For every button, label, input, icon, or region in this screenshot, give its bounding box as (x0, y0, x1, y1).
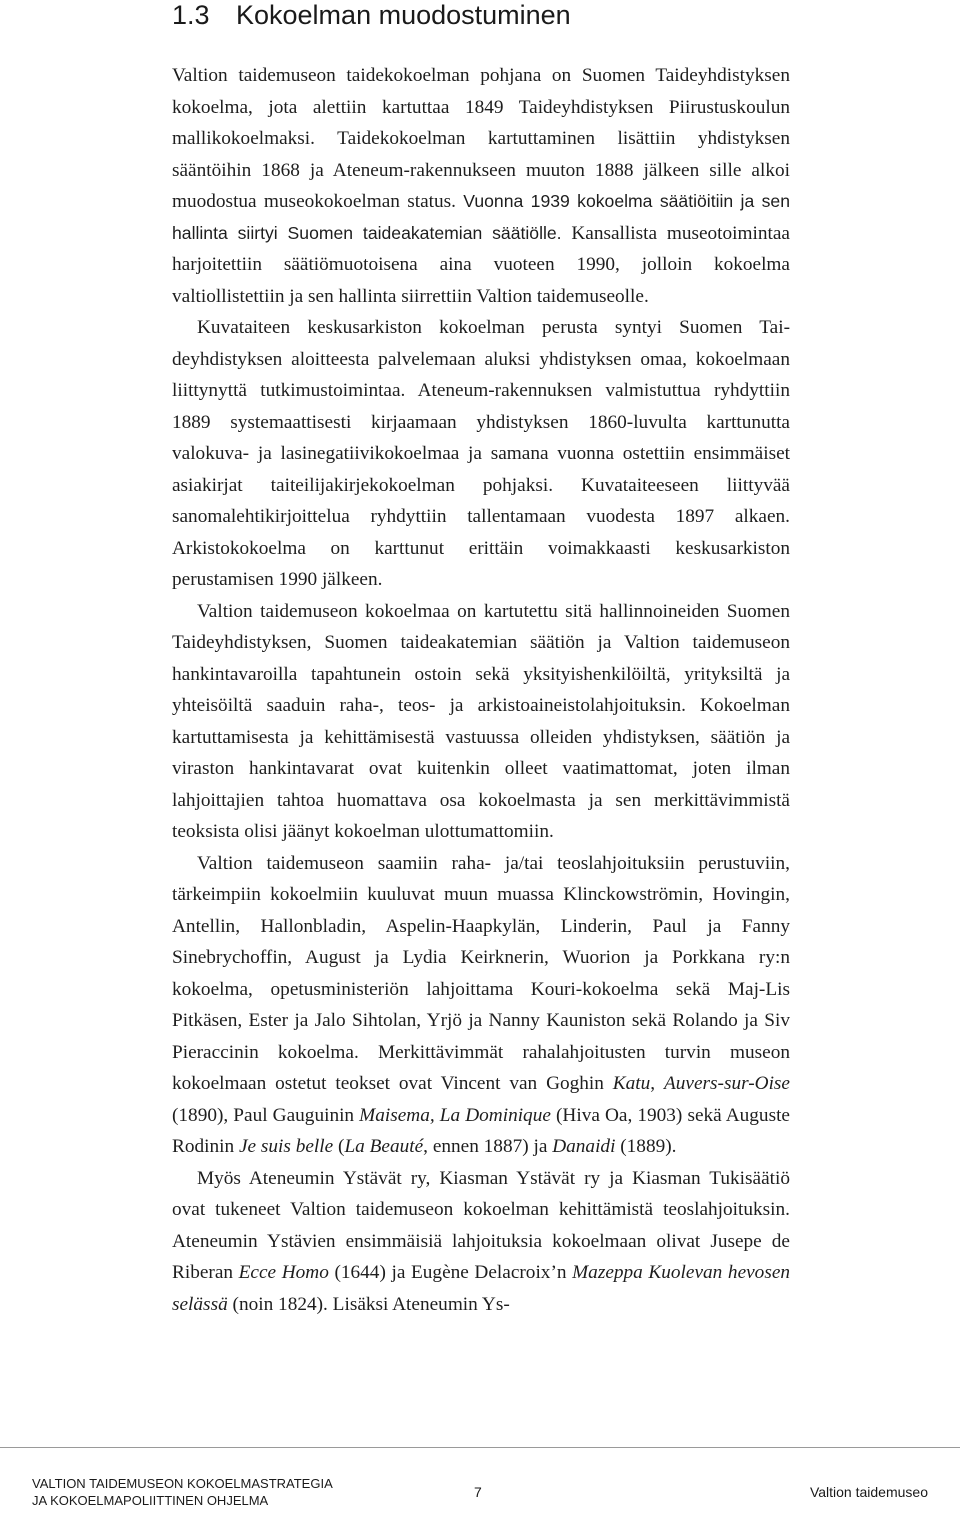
italic-text-run: Danaidi (552, 1136, 616, 1157)
italic-text-run: Auvers-sur-Oise (664, 1073, 790, 1094)
footer-publisher: Valtion taidemuseo (809, 1484, 928, 1500)
paragraph (172, 596, 790, 848)
italic-text-run: Maisema, La Dominique (359, 1104, 551, 1126)
page-number: 7 (474, 1484, 482, 1500)
text-run: , ennen 1887) ja (423, 1136, 553, 1157)
italic-text-run: Je suis belle (238, 1136, 334, 1157)
paragraph (172, 60, 790, 312)
text-run: (Hiva Oa, 1903) sekä Auguste Rodinin (172, 1104, 790, 1157)
italic-text-run: La Beauté (344, 1136, 424, 1157)
text-run: Myös Ateneumin Ystävät ry, Kiasman Ystävät ry ja Kiasman Tukisäätiö ovat tukeneet Valtion taidemuseon kokoelman kehittämistä teoslahjoituksin. Ateneumin Ystävien ensimmäisiä lahjoituksia kokoelmaan olivat Jusepe de Riberan (172, 1167, 790, 1283)
footer-title-line: JA KOKOELMAPOLIITTINEN OHJELMA (32, 1493, 269, 1508)
text-run: , (650, 1073, 664, 1094)
text-run: Valtion taidemuseon taidekokoelman pohjana on Suomen Taideyhdistyksen kokoelma, jota alettiin kartuttaa 1849 Taideyhdistyksen Piirustuskoulun mallikokoelmaksi. Taidekokoelman kartuttaminen lisättiin yhdistyksen sääntöihin 1868 ja Ateneum-rakennukseen muuton 1888 jälkeen sille alkoi muodostua museokokoelman status. (172, 65, 790, 212)
footer-divider (0, 1447, 960, 1448)
text-run: Kuvataiteen keskusarkiston kokoelman perusta syntyi Suomen Taideyhdistyksen aloitteesta palvelemaan aluksi yhdistyksen omaa, kokoelmaan liittynyttä tutkimustoimintaa. Ateneum-rakennuksen valmistuttua ryhdyttiin 1889 systemaattisesti kirjaamaan yhdistyksen 1860-luvulta karttunutta valokuva- ja lasinegatiivikokoelmaa ja samana vuonna ostettiin ensimmäiset asiakirjat taiteilijakirjekokoelman pohjaksi. Kuvataiteeseen liittyvää sanomalehtikirjoittelua ryhdyttiin tallentamaan vuodesta 1897 alkaen. Arkistokokoelma on karttunut erittäin voimakkaasti keskusarkiston perustamisen 1990 jälkeen. (172, 317, 790, 590)
paragraph (172, 1163, 790, 1321)
text-run: Valtion taidemuseon kokoelmaa on kartutettu sitä hallinnoineiden Suomen Taideyhdistyksen, Suomen taideakatemian säätiön ja Valtion taidemuseon hankintavaroilla tapahtunein ostoin sekä yksityishenkilöiltä, yrityksiltä ja yhteisöiltä saaduin raha-, teos- ja arkistoaineistolahjoituksin. Kokoelman kartuttamisesta ja kehittämisestä vastuussa olleiden yhdistyksen, säätiön ja viraston hankintavarat ovat kuitenkin olleet vaatimattomat, joten ilman lahjoittajien tahtoa huomattava osa kokoelmasta ja sen merkittävimmistä teoksista olisi jäänyt kokoelman ulottumattomiin. (172, 600, 790, 842)
paragraph (172, 312, 790, 596)
body-text (172, 60, 790, 1320)
text-run: Valtion taidemuseon saamiin raha- ja/tai teoslahjoituksiin perustuviin, tärkeimpiin kokoelmiin kuuluvat muun muassa Klinckowströmin, Hovingin, Antellin, Hallonbladin, Aspelin-Haapkylän, Linderin, Paul ja Fanny Sinebrychoffin, August ja Lydia Keirknerin, Wuorion ja Porkkana ry:n kokoelma, opetusministeriön lahjoittama Kouri-kokoelma sekä Maj-Lis Pitkäsen, Ester ja Jalo Sihtolan, Yrjö ja Nanny Kauniston sekä Rolando ja Siv Pieraccinin kokoelma. Merkittävimmät rahalahjoitusten turvin museon kokoelmaan ostetut teokset ovat Vincent van Goghin (172, 852, 790, 1094)
text-run: (noin 1824). Lisäksi Ateneumin Ys- (227, 1293, 510, 1315)
section-title: Kokoelman muodostuminen (236, 0, 571, 30)
section-number: 1.3 (172, 0, 210, 30)
paragraph (172, 848, 790, 1163)
footer-title-line: VALTION TAIDEMUSEON KOKOELMASTRATEGIA (32, 1476, 333, 1491)
text-run: ( (333, 1136, 345, 1157)
footer-publication-title (32, 1475, 333, 1509)
italic-text-run: Mazeppa Kuolevan hevosen selässä (172, 1262, 791, 1315)
italic-text-run: Katu (612, 1073, 651, 1094)
text-run: Vuonna 1939 kokoelma säätiöitiin ja sen hallinta siirtyi Suomen taideakatemian säätiölle. (172, 191, 790, 243)
text-run: (1644) ja Eugène Delacroix’n (328, 1262, 573, 1283)
text-run: (1890), Paul Gauguinin (172, 1104, 360, 1126)
text-run: Kansallista museotoimintaa harjoitettiin säätiömuotoisena aina vuoteen 1990, jolloin kokoelma valtiollistettiin ja sen hallinta siirrettiin Valtion taidemuseolle. (172, 222, 790, 307)
italic-text-run: Ecce Homo (238, 1262, 329, 1283)
text-run: (1889). (615, 1136, 677, 1157)
